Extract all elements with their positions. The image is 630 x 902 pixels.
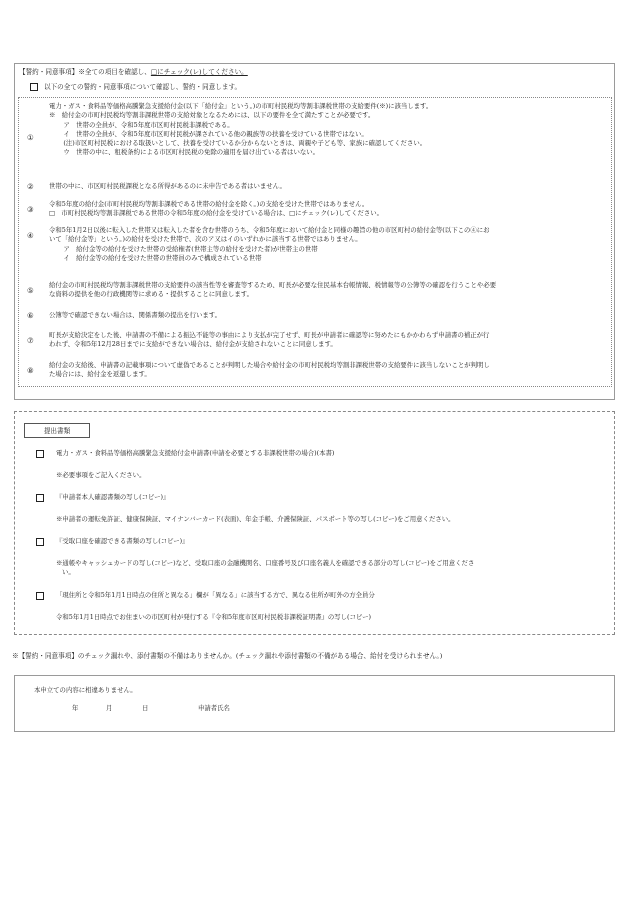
document-note-cont: い。 [62,568,75,576]
month-label: 月 [106,704,113,712]
document-checkbox-4[interactable] [36,592,44,600]
item-line: な資料の提供を他の行政機関等に求める・提供することに同意します。 [49,290,253,299]
item-line: た場合には、給付金を返還します。 [49,370,151,379]
document-title: 『申請者本人確認書類の写し(コピー)』 [56,493,170,501]
item-line: ※ 給付金の市町村民税均等割非課税世帯の支給対象となるためには、以下の要件を全て満たすことが必要です。 [49,111,375,120]
item-line: 令和5年1月2日以後に転入した世帯又は転入した者を含む世帯のうち、令和5年度において給付金と同様の趣旨の他の市区町村の給付金等(以下この④にお [49,226,490,234]
item-line: 町長が支給決定をした後、申請書の不備による振込不能等の事由により支払が完了せず、町長が申請者に確認等に努めたにもかかわらず申請書の補正が行 [49,331,490,339]
document-title: 『受取口座を確認できる書類の写し(コピー)』 [56,537,189,545]
document-checkbox-1[interactable] [36,450,44,458]
item-line: 公簿等で確認できない場合は、関係書類の提出を行います。 [49,311,222,319]
pledge-header-text: 【誓約・同意事項】※全ての項目を確認し、 [19,68,151,76]
document-checkbox-2[interactable] [36,494,44,502]
document-checkbox-3[interactable] [36,538,44,546]
item-number: ④ [27,231,34,240]
applicant-name-label[interactable]: 申請者氏名 [198,704,230,712]
item-number: ⑤ [27,286,34,295]
equal-split-checkbox-line[interactable]: □ 市町村民税均等割非課税である世帯の令和5年度の給付金を受けている場合は、□にチェック(レ)してください。 [49,209,384,218]
item-number: ⑧ [27,366,34,375]
all-confirm-row[interactable] [30,83,241,93]
pledge-header [19,68,248,78]
item-line: ウ 世帯の中に、租税条約による市区町村民税の免除の適用を届け出ている者はいない。 [57,148,320,157]
document-title: 「現住所と令和5年1月1日時点の住所と異なる」欄が「異なる」に該当する方で、異なる住所が町外の方全員分 [56,591,375,599]
item-line: 給付金の市町村民税均等割非課税世帯の支給要件の該当性等を審査等するため、町長が必要な住民基本台帳情報、税情報等の公簿等の確認を行うことや必要 [49,281,497,289]
item-line: 令和5年度の給付金(市町村民税均等割非課税である世帯の給付金を除く。)の支給を受けた世帯ではありません。 [49,200,369,208]
item-line: ア 世帯の全員が、令和5年度市区町村民税非課税である。 [57,120,234,129]
pledge-items-box [18,97,612,387]
all-confirm-label: 以下の全ての誓約・同意事項について確認し、誓約・同意します。 [44,83,242,91]
year-label: 年 [72,704,79,712]
item-number: ⑦ [27,336,34,345]
item-number: ② [27,182,34,191]
item-number: ① [27,133,34,142]
document-note: ※必要事項をご記入ください。 [56,471,146,479]
day-label: 日 [142,704,149,712]
item-line: (注)市区町村民税における取扱いとして、扶養を受けているか分からないときは、両親や子ども等、家族に確認してください。 [57,139,427,148]
item-line: 給付金の支給後、申請書の記載事項について虚偽であることが判明した場合や給付金の市町村民税均等割非課税世帯の支給要件に該当しないことが判明し [49,361,490,369]
item-number: ⑥ [27,311,34,320]
confirmation-statement: 本申立ての内容に相違ありません。 [34,686,137,694]
item-line: いて「給付金等」という。)の給付を受けた世帯で、次のア又はイのいずれかに該当する世帯ではありません。 [49,235,362,244]
pledge-header-instruction: □にチェック(レ)してください。 [150,68,248,76]
item-line: 電力・ガス・食料品等価格高騰緊急支援給付金(以下「給付金」という。)の市町村民税均等割非課税世帯の支給要件(※)に該当します。 [49,102,433,110]
document-note: ※通帳やキャッシュカードの写し(コピー)など、受取口座の金融機関名、口座番号及び口座名義人を確認できる部分の写し(コピー)をご用意くださ [56,559,475,567]
item-number: ③ [27,205,34,214]
item-line: イ 給付金等の給付を受けた世帯の世帯員のみで構成されている世帯 [57,253,262,262]
all-confirm-checkbox[interactable] [30,83,38,91]
item-line: ア 給付金等の給付を受けた世帯の受給権者(世帯主等の給付を受けた者)が世帯主の世帯 [57,244,318,253]
item-line: 世帯の中に、市区町村民税課税となる所得があるのに未申告である者はいません。 [49,182,286,190]
date-signature-line [72,704,230,713]
document-note: 令和5年1月1日時点でお住まいの市区町村が発行する『令和5年度市区町村民税非課税証明書』の写し(コピー) [56,613,371,621]
item-line: われず、令和5年12月28日までに支給ができない場合は、給付金が支給されないことに同意します。 [49,340,337,349]
document-title: 電力・ガス・食料品等価格高騰緊急支援給付金申請書(申請を必要とする非課税世帯の場合)(本書) [56,449,335,457]
document-note: ※申請者の運転免許証、健康保険証、マイナンバーカード(表面)、年金手帳、介護保険証、パスポート等の写し(コピー)をご用意ください。 [56,515,455,523]
documents-label: 提出書類 [24,423,90,438]
item-line: イ 世帯の全員が、令和5年度市区町村民税が課されている他の親族等の扶養を受けている世帯ではない。 [57,129,368,138]
notice-text: ※【誓約・同意事項】のチェック漏れや、添付書類の不備はありませんか。(チェック漏れや添付書類の不備がある場合、給付を受けられません。) [12,652,443,660]
